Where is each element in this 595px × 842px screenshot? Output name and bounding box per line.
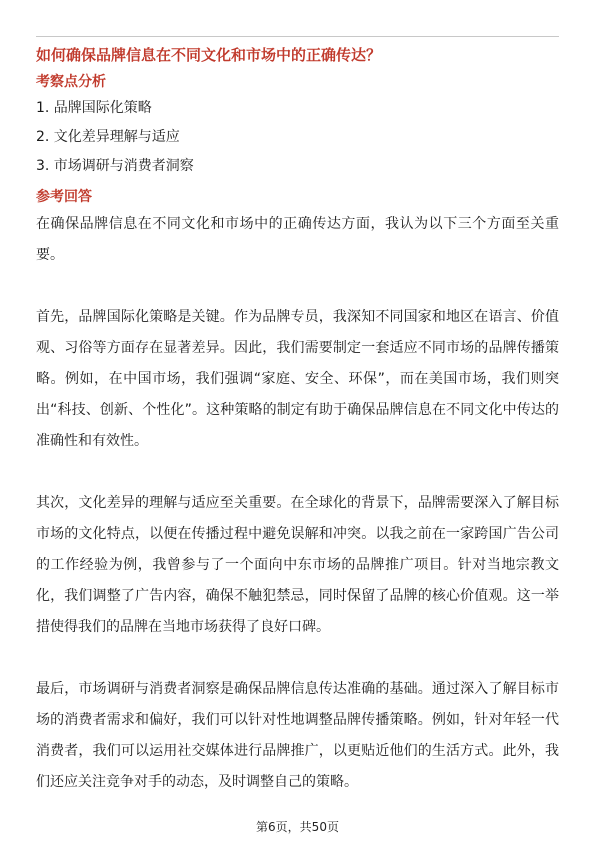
answer-paragraph: 最后，市场调研与消费者洞察是确保品牌信息传达准确的基础。通过深入了解目标市场的消费者需求和偏好，我们可以针对性地调整品牌传播策略。例如，针对年轻一代消费者，我们可以运用社交媒体进行品牌推广，以更贴近他们的生活方式。此外，我们还应关注竞争对手的动态，及时调整自己的策略。 — [36, 681, 559, 790]
page-number: 第6页，共50页 — [256, 820, 339, 834]
top-rule — [36, 36, 559, 37]
answer-paragraph: 首先，品牌国际化策略是关键。作为品牌专员，我深知不同国家和地区在语言、价值观、习俗等方面存在显著差异。因此，我们需要制定一套适应不同市场的品牌传播策略。例如，在中国市场，我们强调“家庭、安全、环保”，而在美国市场，我们则突出“科技、创新、个性化”。这种策略的制定有助于确保品牌信息在不同文化中传达的准确性和有效性。 — [36, 309, 559, 449]
analysis-point: 2. 文化差异理解与适应 — [36, 129, 180, 145]
analysis-heading: 考察点分析 — [36, 74, 106, 90]
analysis-point: 3. 市场调研与消费者洞察 — [36, 158, 194, 174]
answer-paragraph: 在确保品牌信息在不同文化和市场中的正确传达方面，我认为以下三个方面至关重要。 — [36, 216, 559, 263]
document-body — [36, 44, 559, 798]
answer-paragraph: 其次，文化差异的理解与适应至关重要。在全球化的背景下，品牌需要深入了解目标市场的文化特点，以便在传播过程中避免误解和冲突。以我之前在一家跨国广告公司的工作经验为例，我曾参与了一个面向中东市场的品牌推广项目。针对当地宗教文化，我们调整了广告内容，确保不触犯禁忌，同时保留了品牌的核心价值观。这一举措使得我们的品牌在当地市场获得了良好口碑。 — [36, 495, 559, 635]
answer-heading: 参考回答 — [36, 189, 92, 205]
question-title: 如何确保品牌信息在不同文化和市场中的正确传达？ — [36, 46, 382, 64]
analysis-point: 1. 品牌国际化策略 — [36, 100, 152, 116]
